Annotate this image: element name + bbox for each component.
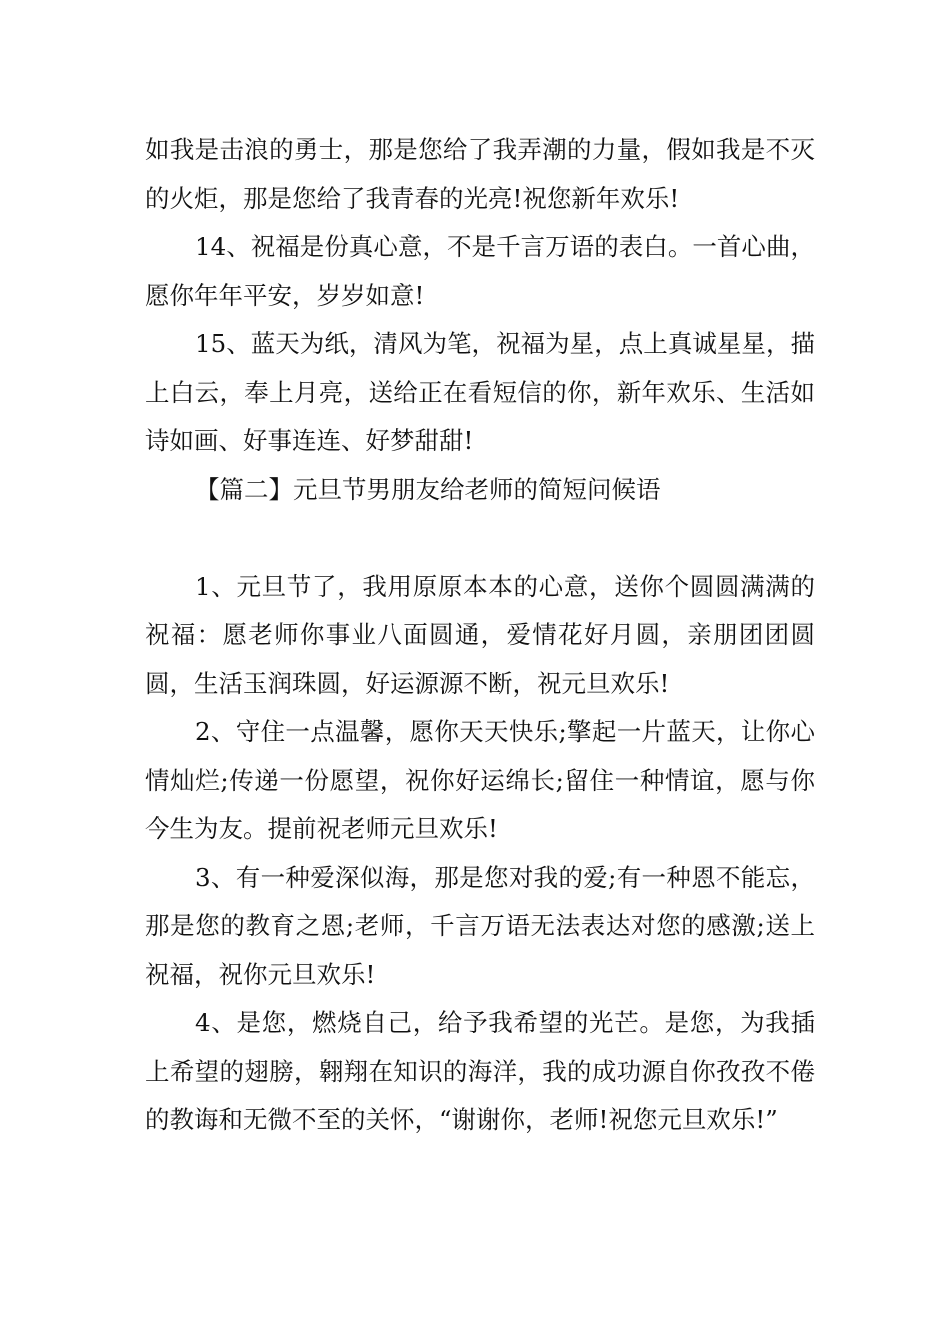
paragraph: 15、蓝天为纸，清风为笔，祝福为星，点上真诚星星，描上白云，奉上月亮，送给正在看短信的你，新年欢乐、生活如诗如画、好事连连、好梦甜甜!: [145, 329, 815, 455]
paragraph: 3、有一种爱深似海，那是您对我的爱;有一种恩不能忘，那是您的教育之恩;老师，千言万语无法表达对您的感激;送上祝福，祝你元旦欢乐!: [145, 862, 815, 989]
paragraph: 2、守住一点温馨，愿你天天快乐;擎起一片蓝天，让你心情灿烂;传递一份愿望，祝你好运绵长;留住一种情谊，愿与你今生为友。提前祝老师元旦欢乐!: [145, 717, 815, 843]
section-heading: 【篇二】元旦节男朋友给老师的简短问候语: [195, 474, 661, 504]
paragraph: 4、是您，燃烧自己，给予我希望的光芒。是您，为我插上希望的翅膀，翱翔在知识的海洋，我的成功源自你孜孜不倦的教诲和无微不至的关怀，“谢谢你，老师!祝您元旦欢乐!”: [145, 1008, 815, 1134]
blank-line: [145, 514, 815, 563]
paragraph: 14、祝福是份真心意，不是千言万语的表白。一首心曲，愿你年年平安，岁岁如意!: [145, 232, 815, 310]
document-body: [145, 126, 815, 1145]
paragraph: 如我是击浪的勇士，那是您给了我弄潮的力量，假如我是不灭的火炬，那是您给了我青春的光亮!祝您新年欢乐!: [145, 135, 815, 213]
paragraph: 1、元旦节了，我用原原本本的心意，送你个圆圆满满的祝福：愿老师你事业八面圆通，爱情花好月圆，亲朋团团圆圆，生活玉润珠圆，好运源源不断，祝元旦欢乐!: [145, 571, 815, 698]
